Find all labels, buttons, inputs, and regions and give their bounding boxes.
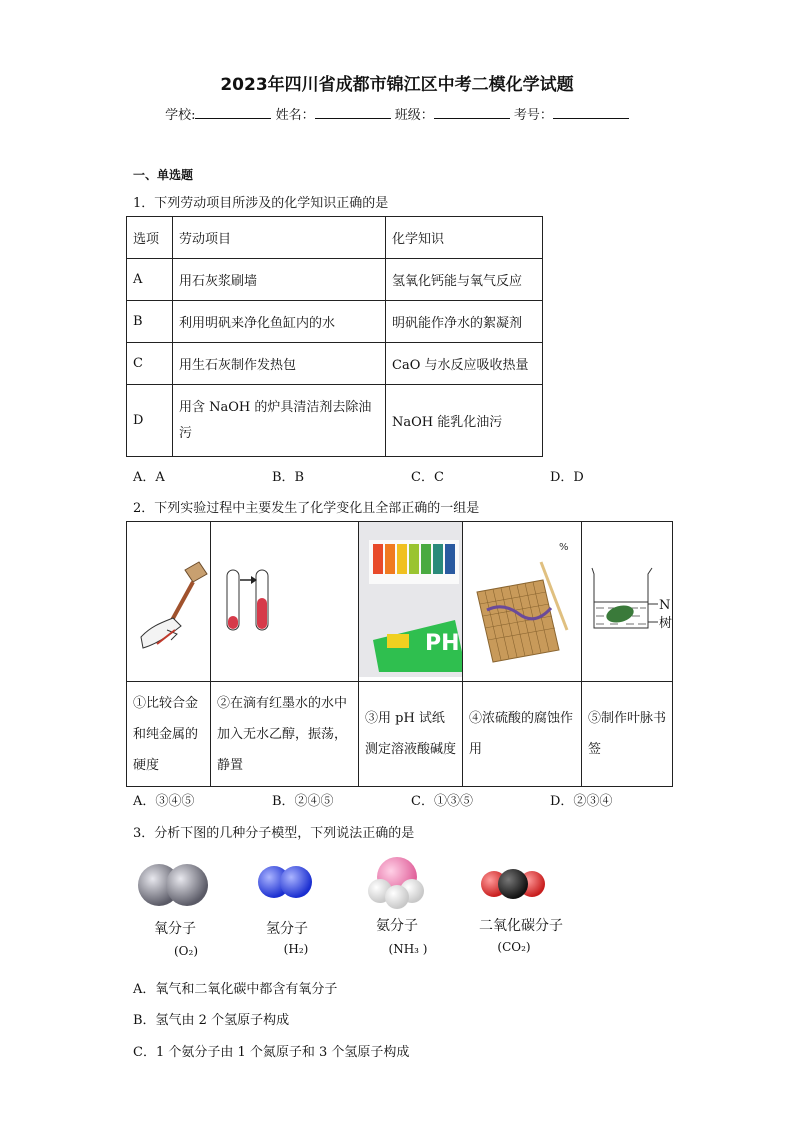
image-row (127, 522, 673, 682)
table-header-cell: 化学知识 (386, 217, 543, 259)
class-label: 班级： (394, 108, 434, 123)
option-a[interactable]: A．③④⑤ (133, 794, 195, 809)
test-tubes-illustration (211, 522, 358, 677)
name-blank (315, 106, 391, 119)
school-blank (195, 106, 271, 119)
caption-cell: ③用 pH 试纸测定溶液酸碱度 (359, 682, 463, 787)
molecule-formula: (CO₂) (497, 940, 531, 954)
option-d[interactable]: D．D (550, 470, 584, 485)
acid-corrosion-photo (463, 522, 581, 677)
question-2-table (126, 521, 673, 787)
table-cell: CaO 与水反应吸收热量 (386, 343, 543, 385)
molecule-formula: (O₂) (173, 944, 198, 958)
option-b[interactable]: B．②④⑤ (272, 794, 334, 809)
answer-option-a[interactable]: A．氧气和二氧化碳中都含有氧分子 (133, 982, 338, 997)
caption-row (127, 682, 673, 787)
table-cell: 利用明矾来净化鱼缸内的水 (173, 301, 386, 343)
exam-no-label: 考号： (513, 108, 553, 123)
question-2-options (133, 790, 693, 809)
molecule-name: 氢分子 (266, 921, 308, 937)
option-a[interactable]: A．A (133, 470, 165, 485)
question-1-options (133, 466, 693, 485)
table-cell: A (127, 259, 173, 301)
table-header-row (127, 217, 543, 259)
caption-cell: ①比较合金和纯金属的硬度 (127, 682, 211, 787)
ph-paper-text: PH (425, 631, 460, 656)
table-cell: NaOH 能乳化油污 (386, 385, 543, 457)
table-cell: 用生石灰制作发热包 (173, 343, 386, 385)
table-cell: 用石灰浆刷墙 (173, 259, 386, 301)
image-cell-acid (463, 522, 582, 682)
molecule-formula: (NH₃ ) (388, 942, 428, 956)
hardness-scratch-illustration (127, 522, 210, 677)
molecule-name: 二氧化碳分子 (479, 918, 563, 934)
caption-cell: ④浓硫酸的腐蚀作用 (463, 682, 582, 787)
beaker-leaf-illustration (582, 522, 672, 677)
image-cell-leaf (582, 522, 673, 682)
option-d[interactable]: D．②③④ (550, 794, 613, 809)
table-cell: D (127, 385, 173, 457)
ph-paper-photo (359, 522, 462, 677)
option-c[interactable]: C．①③⑤ (411, 794, 473, 809)
table-cell: 用含 NaOH 的炉具清洁剂去除油污 (173, 385, 386, 457)
caption-cell: ⑤制作叶脉书签 (582, 682, 673, 787)
image-cell-ph (359, 522, 463, 682)
table-cell: C (127, 343, 173, 385)
oxygen-molecule-model (134, 858, 214, 908)
option-b[interactable]: B．B (272, 470, 305, 485)
molecule-name: 氨分子 (376, 918, 418, 934)
table-row (127, 301, 543, 343)
exam-no-blank (553, 106, 629, 119)
molecule-name: 氧分子 (154, 921, 196, 937)
table-header-cell: 选项 (127, 217, 173, 259)
student-info-line (0, 104, 794, 123)
carbon-dioxide-molecule-model (478, 866, 548, 902)
page-title: 2023年四川省成都市锦江区中考二模化学试题 (220, 75, 574, 95)
table-row (127, 259, 543, 301)
option-c[interactable]: C．C (411, 470, 444, 485)
caption-cell: ②在滴有红墨水的水中加入无水乙醇，振荡，静置 (211, 682, 359, 787)
beaker-label-tree: 树 (659, 616, 672, 631)
ammonia-molecule-model (362, 855, 432, 911)
image-cell-ethanol (211, 522, 359, 682)
answer-option-c[interactable]: C．1 个氨分子由 1 个氮原子和 3 个氢原子构成 (133, 1045, 410, 1060)
molecule-formula: (H₂) (283, 942, 309, 956)
table-cell: 明矾能作净水的絮凝剂 (386, 301, 543, 343)
image-cell-hardness (127, 522, 211, 682)
school-label: 学校: (165, 108, 196, 123)
name-label: 姓名： (275, 108, 315, 123)
beaker-label-n: N (659, 598, 671, 613)
table-row (127, 385, 543, 457)
table-header-cell: 劳动项目 (173, 217, 386, 259)
table-row (127, 343, 543, 385)
answer-option-b[interactable]: B．氢气由 2 个氢原子构成 (133, 1013, 290, 1028)
question-1-table (126, 216, 543, 457)
question-3-stem: 3．分析下图的几种分子模型，下列说法正确的是 (133, 826, 415, 841)
class-blank (434, 106, 510, 119)
svg-text:%: % (559, 542, 569, 553)
table-cell: B (127, 301, 173, 343)
section-heading: 一、单选题 (133, 168, 194, 182)
table-cell: 氢氧化钙能与氧气反应 (386, 259, 543, 301)
hydrogen-molecule-model (256, 862, 316, 902)
question-2-stem: 2．下列实验过程中主要发生了化学变化且全部正确的一组是 (133, 501, 480, 516)
question-1-stem: 1．下列劳动项目所涉及的化学知识正确的是 (133, 196, 389, 211)
